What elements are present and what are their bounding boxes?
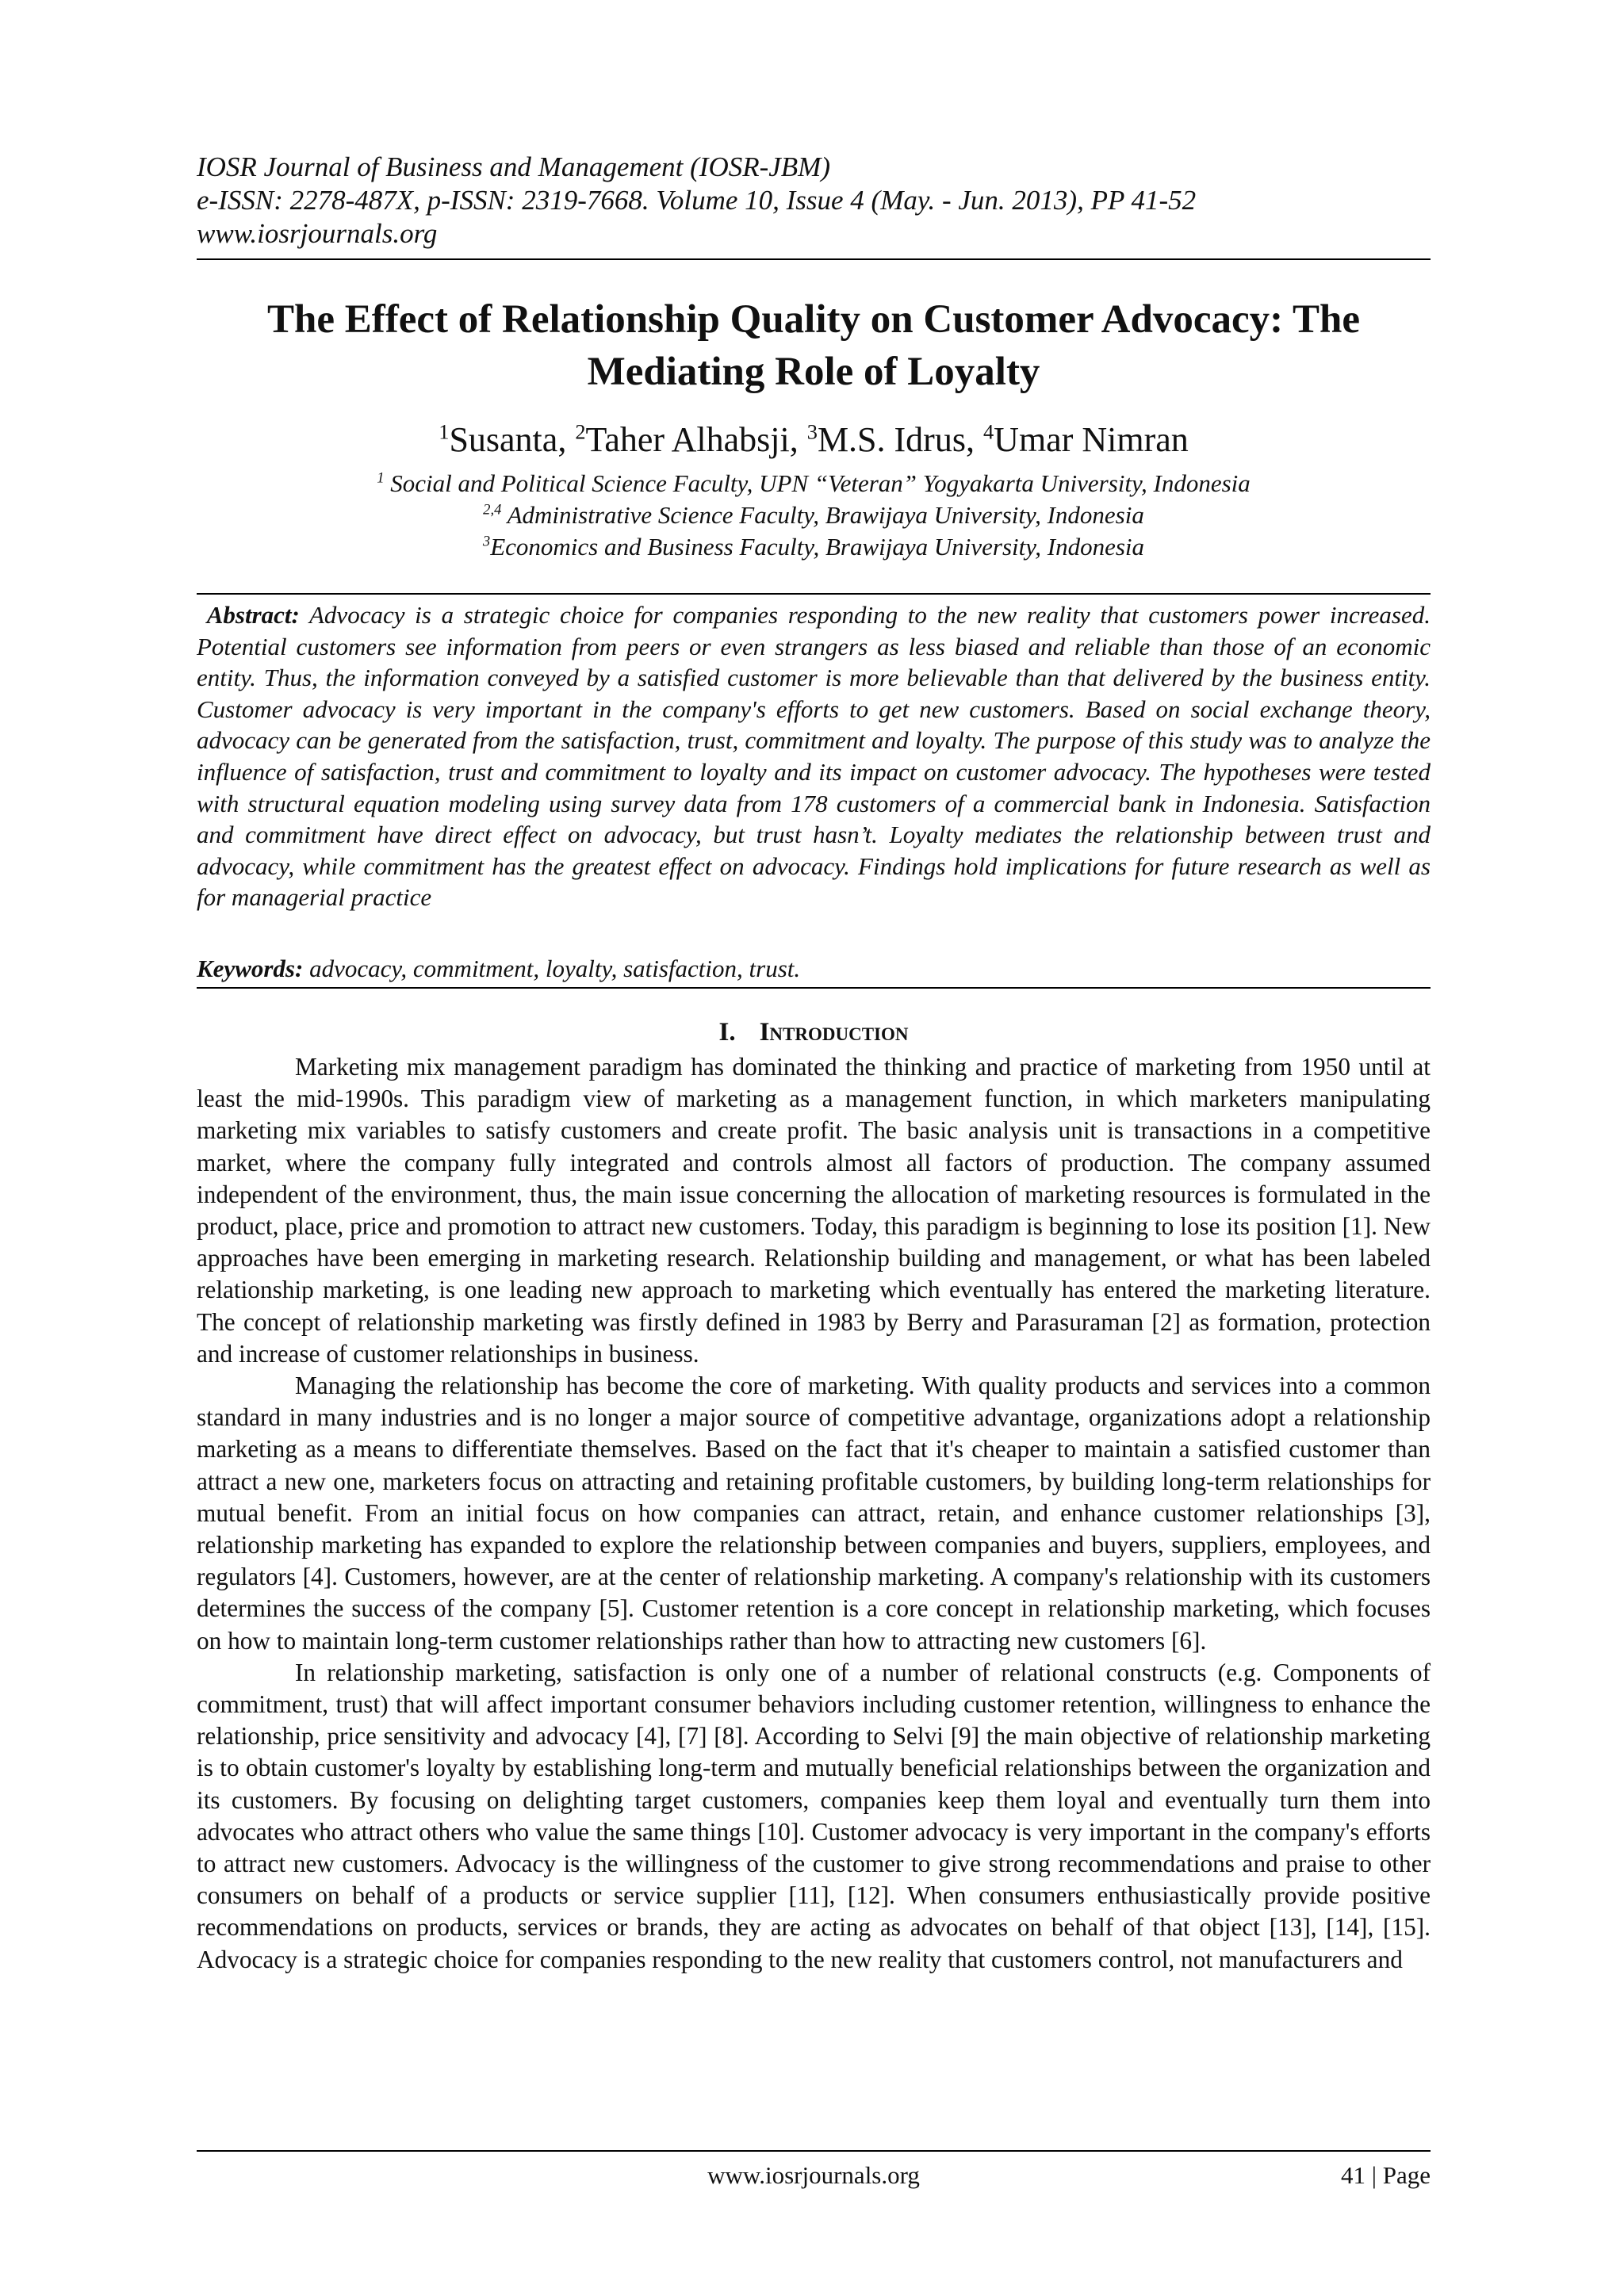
page-footer xyxy=(197,2158,1431,2193)
journal-header xyxy=(197,151,1431,251)
footer-rule xyxy=(197,2150,1431,2152)
paper-title xyxy=(197,293,1431,398)
keywords-rule xyxy=(197,987,1431,989)
abstract-text: Advocacy is a strategic choice for companies responding to the new reality that customers power increased. Potential customers see information from peers or even strangers as less biased and reliable than those of an economic entity. Thus, the information conveyed by a satisfied customer is more believable than that delivered by the business entity. Customer advocacy is very important in the company's efforts to get new customers. Based on social exchange theory, advocacy can be generated from the satisfaction, trust, commitment and loyalty. The purpose of this study was to analyze the influence of satisfaction, trust and commitment to loyalty and its impact on customer advocacy. The hypotheses were tested with structural equation modeling using survey data from 178 customers of a commercial bank in Indonesia. Satisfaction and commitment have direct effect on advocacy, but trust hasn’t. Loyalty mediates the relationship between trust and advocacy, while commitment has the greatest effect on advocacy. Findings hold implications for future research as well as for managerial practice xyxy=(197,601,1431,912)
affiliation: $^1$ Social and Political Science Faculty, UPN “Veteran” Yogyakarta University, Indonesia xyxy=(377,469,1251,497)
page-number: 41 | Page xyxy=(1341,2161,1431,2189)
abstract-rule xyxy=(197,593,1431,595)
journal-website: www.iosrjournals.org xyxy=(197,218,438,249)
journal-name: IOSR Journal of Business and Management (IOSR-JBM) xyxy=(197,151,830,182)
issn-line: e-ISSN: 2278-487X, p-ISSN: 2319-7668. Volume 10, Issue 4 (May. - Jun. 2013), PP 41-52 xyxy=(197,185,1197,216)
header-rule xyxy=(197,258,1431,260)
author: $^4$Umar Nimran xyxy=(982,419,1189,459)
abstract-label: Abstract: xyxy=(206,601,300,629)
affiliation: $^3$Economics and Business Faculty, Brawijaya University, Indonesia xyxy=(482,533,1145,561)
author: $^3$M.S. Idrus, xyxy=(806,419,983,459)
section-number: I. xyxy=(718,1018,736,1047)
title-line-1: The Effect of Relationship Quality on Customer Advocacy: The xyxy=(267,297,1360,342)
affiliations xyxy=(197,468,1431,563)
abstract xyxy=(197,599,1431,913)
keywords xyxy=(197,953,1431,985)
footer-website: www.iosrjournals.org xyxy=(707,2161,920,2189)
keywords-text: advocacy, commitment, loyalty, satisfaction, trust. xyxy=(309,955,801,982)
body-text xyxy=(197,1051,1431,1976)
author: $^2$Taher Alhabsji, xyxy=(575,419,807,459)
affiliation: $^{2,4}$ Administrative Science Faculty, Brawijaya University, Indonesia xyxy=(483,501,1144,529)
keywords-label: Keywords: xyxy=(197,955,304,982)
paragraph: Marketing mix management paradigm has dominated the thinking and practice of marketing from 1950 until at least the mid-1990s. This paradigm view of marketing as a management function, in which marketers manipulating marketing mix variables to satisfy customers and create profit. The basic analysis unit is transactions in a competitive market, where the company fully integrated and controls almost all factors of production. The company assumed independent of the environment, thus, the main issue concerning the allocation of marketing resources is formulated in the product, place, price and promotion to attract new customers. Today, this paradigm is beginning to lose its position [1]. New approaches have been emerging in marketing research. Relationship building and management, or what has been labeled relationship marketing, is one leading new approach to marketing which eventually has entered the marketing literature. The concept of relationship marketing was firstly defined in 1983 by Berry and Parasuraman [2] as formation, protection and increase of customer relationships in business. xyxy=(197,1053,1431,1368)
title-line-2: Mediating Role of Loyalty xyxy=(587,350,1040,394)
paragraph: Managing the relationship has become the core of marketing. With quality products and services into a common standard in many industries and is no longer a major source of competitive advantage, organizations adopt a relationship marketing as a means to differentiate themselves. Based on the fact that it's cheaper to maintain a satisfied customer than attract a new one, marketers focus on attracting and retaining profitable customers, by building long-term relationships for mutual benefit. From an initial focus on how companies can attract, retain, and enhance customer relationships [3], relationship marketing has expanded to explore the relationship between companies and buyers, suppliers, employees, and regulators [4]. Customers, however, are at the center of relationship marketing. A company's relationship with its customers determines the success of the company [5]. Customer retention is a core concept in relationship marketing, which focuses on how to maintain long-term customer relationships rather than how to attracting new customers [6]. xyxy=(197,1372,1431,1655)
author: $^1$Susanta, xyxy=(439,419,576,459)
section-title: Introduction xyxy=(759,1018,909,1047)
section-heading xyxy=(197,1016,1431,1048)
author-list xyxy=(197,419,1431,461)
paragraph: In relationship marketing, satisfaction is only one of a number of relational constructs (e.g. Components of commitment, trust) that will affect important consumer behaviors including customer retention, willingness to enhance the relationship, price sensitivity and advocacy [4], [7] [8]. According to Selvi [9] the main objective of relationship marketing is to obtain customer's loyalty by establishing long-term and mutually beneficial relationships between the organization and its customers. By focusing on delighting target customers, companies keep them loyal and eventually turn them into advocates who attract others who value the same things [10]. Customer advocacy is very important in the company's efforts to attract new customers. Advocacy is the willingness of the customer to give strong recommendations and praise to other consumers on behalf of a products or service supplier [11], [12]. When consumers enthusiastically provide positive recommendations on products, services or brands, they are acting as advocates on behalf of that object [13], [14], [15]. Advocacy is a strategic choice for companies responding to the new reality that customers control, not manufacturers and xyxy=(197,1658,1431,1973)
